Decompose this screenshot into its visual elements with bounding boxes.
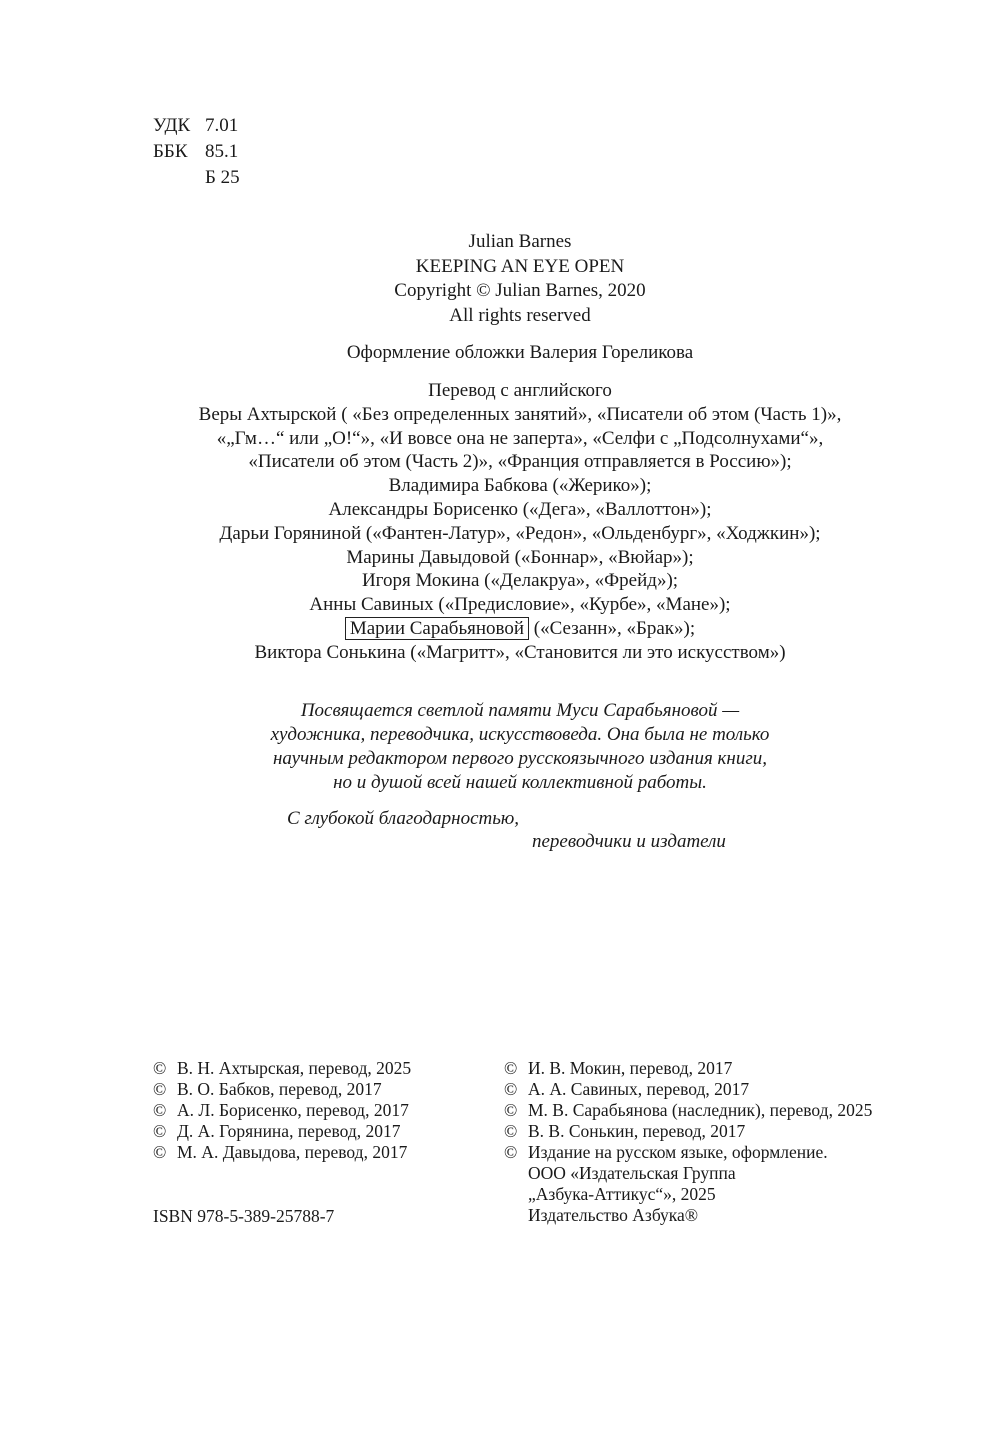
translator-line: Марины Давыдовой («Боннар», «Вюйар»); <box>346 546 694 568</box>
dedication-line: но и душой всей нашей коллективной работы. <box>333 772 707 793</box>
publisher-line: ООО «Издательская Группа <box>528 1163 736 1183</box>
translator-line-boxed <box>120 617 920 641</box>
copyright-text: В. О. Бабков, перевод, 2017 <box>177 1079 382 1099</box>
copyrights-right-column <box>504 1058 872 1226</box>
isbn: ISBN 978-5-389-25788-7 <box>153 1206 335 1226</box>
copyright-text: В. В. Сонькин, перевод, 2017 <box>528 1121 746 1141</box>
copyright-symbol: © <box>153 1058 167 1078</box>
copyright-row <box>504 1100 872 1121</box>
original-title: KEEPING AN EYE OPEN <box>415 255 625 277</box>
boxed-translator-works: («Сезанн», «Брак»); <box>529 617 696 639</box>
translator-line: Виктора Сонькина («Магритт», «Становится ли это искусством») <box>254 641 786 663</box>
copyright-symbol: © <box>153 1142 167 1162</box>
copyrights-left-column <box>153 1058 411 1163</box>
copyright-symbol: © <box>153 1121 167 1141</box>
dedication-line: художника, переводчика, искусствоведа. Она была не только <box>270 724 770 745</box>
bbk-value: 85.1 <box>205 141 239 162</box>
translator-line: Владимира Бабкова («Жерико»); <box>388 475 652 497</box>
copyright-symbol: © <box>504 1058 518 1078</box>
copyright-row <box>153 1142 411 1163</box>
copyright-symbol: © <box>504 1100 518 1120</box>
copyright-text: А. Л. Борисенко, перевод, 2017 <box>177 1100 409 1120</box>
publisher-line: „Азбука-Аттикус“», 2025 <box>528 1184 716 1204</box>
gratitude-signature: переводчики и издатели <box>532 831 726 852</box>
copyright-symbol: © <box>153 1100 167 1120</box>
copyright-text: И. В. Мокин, перевод, 2017 <box>528 1058 733 1078</box>
author-mark: Б 25 <box>205 167 240 188</box>
boxed-translator-name: Марии Сарабьяновой <box>345 617 529 640</box>
translator-line: Веры Ахтырской ( «Без определенных занятий», «Писатели об этом (Часть 1)», <box>198 403 842 425</box>
copyright-row <box>504 1058 872 1079</box>
copyright-text: В. Н. Ахтырская, перевод, 2025 <box>177 1058 412 1078</box>
copyright-text: Издание на русском языке, оформление. <box>528 1142 828 1162</box>
original-copyright: Copyright © Julian Barnes, 2020 <box>394 280 646 301</box>
copyright-symbol: © <box>504 1142 518 1162</box>
copyright-symbol: © <box>504 1121 518 1141</box>
translation-heading: Перевод с английского <box>428 380 612 401</box>
publisher-line: Издательство Азбука® <box>528 1205 699 1225</box>
translator-line: Дарьи Горяниной («Фантен-Латур», «Редон», «Ольденбург», «Ходжкин»); <box>219 522 821 544</box>
translator-line: Игоря Мокина («Делакруа», «Фрейд»); <box>361 570 679 592</box>
copyright-row <box>153 1058 411 1079</box>
udk-value: 7.01 <box>205 115 239 136</box>
copyright-text: А. А. Савиных, перевод, 2017 <box>528 1079 750 1099</box>
dedication <box>200 699 840 795</box>
classification-block <box>153 113 240 191</box>
copyright-text: Д. А. Горянина, перевод, 2017 <box>177 1121 401 1141</box>
rights-reserved: All rights reserved <box>449 304 591 326</box>
cover-design-credit: Оформление обложки Валерия Гореликова <box>346 342 694 363</box>
copyright-row <box>504 1079 872 1100</box>
copyright-text: М. А. Давыдова, перевод, 2017 <box>177 1142 408 1162</box>
copyright-row <box>504 1121 872 1142</box>
copyright-row <box>153 1079 411 1100</box>
udk-label: УДК <box>153 115 191 136</box>
translation-credits <box>120 379 920 665</box>
gratitude-line: С глубокой благодарностью, <box>287 808 520 829</box>
original-author: Julian Barnes <box>468 231 572 252</box>
translator-line: «Писатели об этом (Часть 2)», «Франция отправляется в Россию»); <box>248 451 792 473</box>
translator-line: Анны Савиных («Предисловие», «Курбе», «Мане»); <box>309 594 731 616</box>
copyright-symbol: © <box>504 1079 518 1099</box>
copyright-symbol: © <box>153 1079 167 1099</box>
copyright-row <box>504 1142 872 1163</box>
dedication-line: Посвящается светлой памяти Муси Сарабьяновой — <box>300 700 740 721</box>
translator-line: «„Гм…“ или „О!“», «И вовсе она не заперта», «Селфи с „Подсолнухами“», <box>216 427 824 449</box>
original-edition-info <box>120 230 920 328</box>
copyright-row <box>153 1100 411 1121</box>
copyright-text: М. В. Сарабьянова (наследник), перевод, 2025 <box>528 1100 873 1120</box>
dedication-line: научным редактором первого русскоязычного издания книги, <box>273 748 767 769</box>
copyright-row <box>153 1121 411 1142</box>
bbk-label: ББК <box>153 141 188 162</box>
translator-line: Александры Борисенко («Дега», «Валлоттон»); <box>328 498 712 520</box>
